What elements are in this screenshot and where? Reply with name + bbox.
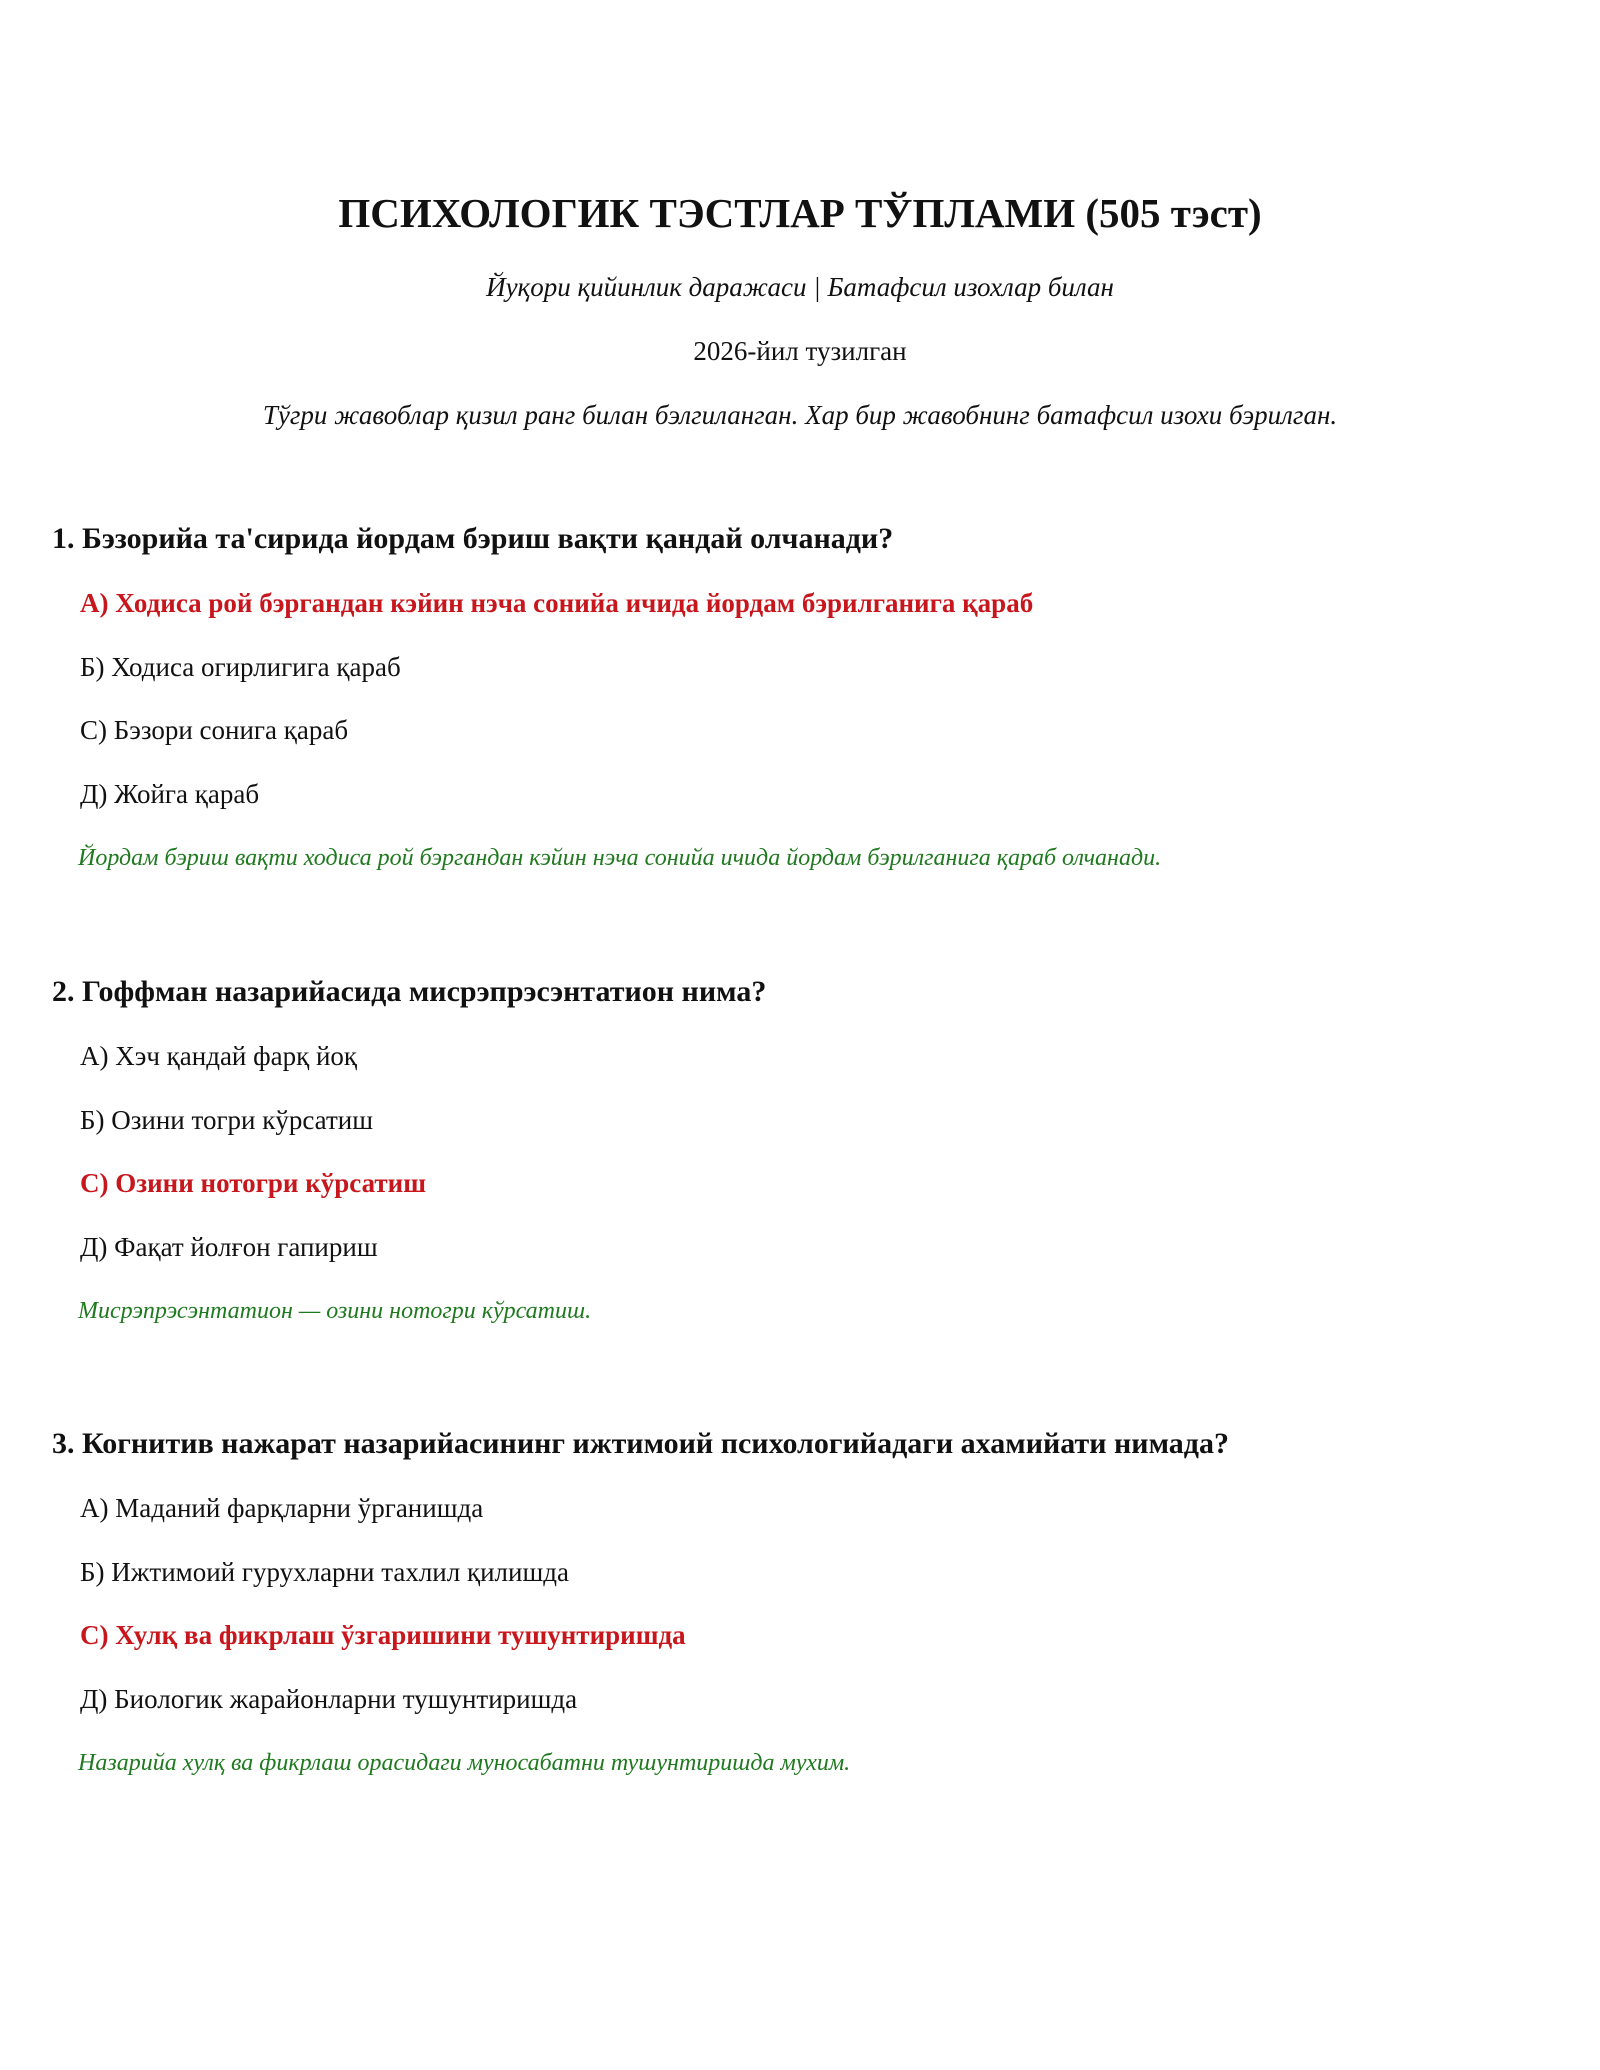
option-a: А) Маданий фарқларни ўрганишда [80,1493,484,1523]
option-c: С) Озини нотогри кўрсатиш [80,1168,427,1198]
question-text: 2. Гоффман назарийасида мисрэпрэсэнтатион нима? [52,975,767,1008]
option-b: Б) Озини тогри кўрсатиш [80,1105,373,1135]
explanation-text: Мисрэпрэсэнтатион — озини нотогри кўрсатиш. [78,1298,592,1324]
option-a: А) Хэч қандай фарқ йоқ [80,1041,358,1071]
option-d: Д) Биологик жарайонларни тушунтиришда [80,1684,578,1714]
option-c: С) Хулқ ва фикрлаш ўзгаришини тушунтиришда [80,1620,686,1650]
option-b: Б) Ижтимоий гурухларни тахлил қилишда [80,1557,569,1587]
question-text: 1. Бэзорийа та'сирида йордам бэриш вақти қандай олчанади? [52,522,894,555]
option-c: С) Бэзори сонига қараб [80,715,349,745]
instructions-note: Тўгри жавоблар қизил ранг билан бэлгиланган. Хар бир жавобнинг батафсил изохи бэрилган. [262,400,1338,430]
document-title: ПСИХОЛОГИК ТЭСТЛАР ТЎПЛАМИ (505 тэст) [338,190,1262,236]
document-subtitle: Йуқори қийинлик даражаси | Батафсил изохлар билан [486,272,1114,302]
option-d: Д) Фақат йолғон гапириш [80,1232,378,1262]
question-text: 3. Когнитив нажарат назарийасининг ижтимоий психологийадаги ахамийати нимада? [52,1427,1229,1460]
option-a: А) Ходиса рой бэргандан кэйин нэча сонийа ичида йордам бэрилганига қараб [80,588,1034,618]
option-b: Б) Ходиса огирлигига қараб [80,652,401,682]
option-d: Д) Жойга қараб [80,779,260,809]
explanation-text: Йордам бэриш вақти ходиса рой бэргандан кэйин нэча сонийа ичида йордам бэрилганига қараб олчанади. [78,845,1162,871]
year-line: 2026-йил тузилган [693,336,907,366]
explanation-text: Назарийа хулқ ва фикрлаш орасидаги муносабатни тушунтиришда мухим. [78,1750,851,1776]
